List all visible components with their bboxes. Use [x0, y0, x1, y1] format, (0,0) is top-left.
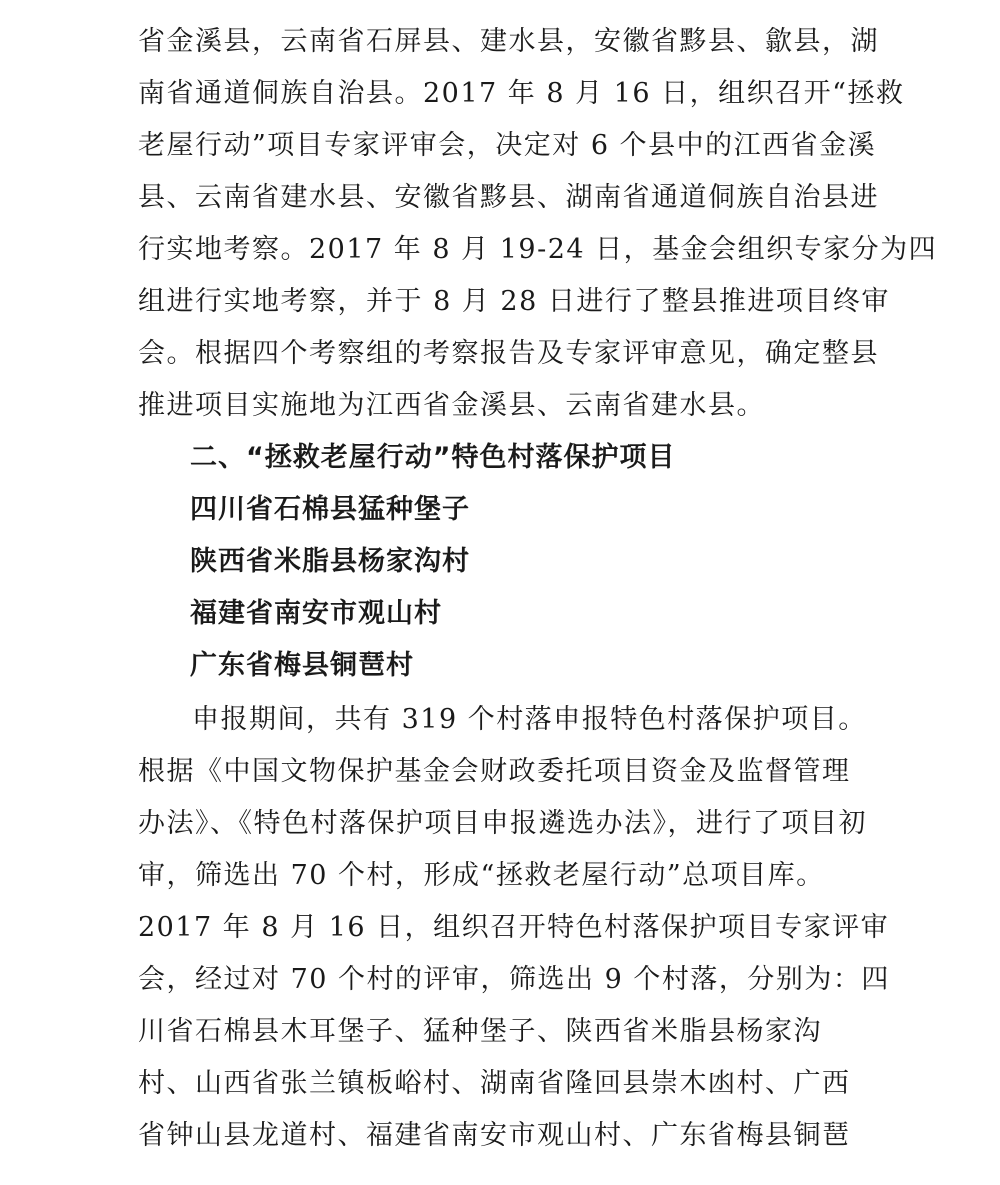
paragraph-1-line-2: 南省通道侗族自治县。2017 年 8 月 16 日，组织召开“拯救 [138, 78, 905, 109]
village-item-2: 陕西省米脂县杨家沟村 [190, 546, 470, 577]
paragraph-2-line-9: 省钟山县龙道村、福建省南安市观山村、广东省梅县铜琶 [138, 1120, 851, 1151]
section-heading: 二、“拯救老屋行动”特色村落保护项目 [190, 442, 676, 473]
paragraph-1-line-6: 组进行实地考察，并于 8 月 28 日进行了整县推进项目终审 [138, 286, 890, 317]
paragraph-1-line-7: 会。根据四个考察组的考察报告及专家评审意见，确定整县 [138, 338, 879, 369]
paragraph-2-line-2: 根据《中国文物保护基金会财政委托项目资金及监督管理 [138, 756, 851, 787]
village-item-1: 四川省石棉县猛种堡子 [190, 494, 470, 525]
paragraph-2-line-8: 村、山西省张兰镇板峪村、湖南省隆回县崇木凼村、广西 [138, 1068, 851, 1099]
village-item-3: 福建省南安市观山村 [190, 598, 442, 629]
paragraph-1-line-1: 省金溪县，云南省石屏县、建水县，安徽省黟县、歙县，湖 [138, 26, 879, 57]
paragraph-2-line-5: 2017 年 8 月 16 日，组织召开特色村落保护项目专家评审 [138, 912, 890, 943]
paragraph-2-line-3: 办法》、《特色村落保护项目申报遴选办法》，进行了项目初 [138, 808, 867, 839]
paragraph-1-line-4: 县、云南省建水县、安徽省黟县、湖南省通道侗族自治县进 [138, 182, 879, 213]
paragraph-1-line-5: 行实地考察。2017 年 8 月 19-24 日，基金会组织专家分为四 [138, 234, 938, 265]
village-item-4: 广东省梅县铜琶村 [190, 650, 414, 681]
paragraph-2-line-4: 审，筛选出 70 个村，形成“拯救老屋行动”总项目库。 [138, 860, 825, 891]
paragraph-2-line-6: 会，经过对 70 个村的评审，筛选出 9 个村落，分别为：四 [138, 964, 890, 995]
paragraph-2-line-1: 申报期间，共有 319 个村落申报特色村落保护项目。 [192, 704, 867, 735]
paragraph-1-line-3: 老屋行动”项目专家评审会，决定对 6 个县中的江西省金溪 [138, 130, 877, 161]
paragraph-2-line-7: 川省石棉县木耳堡子、猛种堡子、陕西省米脂县杨家沟 [138, 1016, 822, 1047]
paragraph-1-line-8: 推进项目实施地为江西省金溪县、云南省建水县。 [138, 390, 765, 421]
